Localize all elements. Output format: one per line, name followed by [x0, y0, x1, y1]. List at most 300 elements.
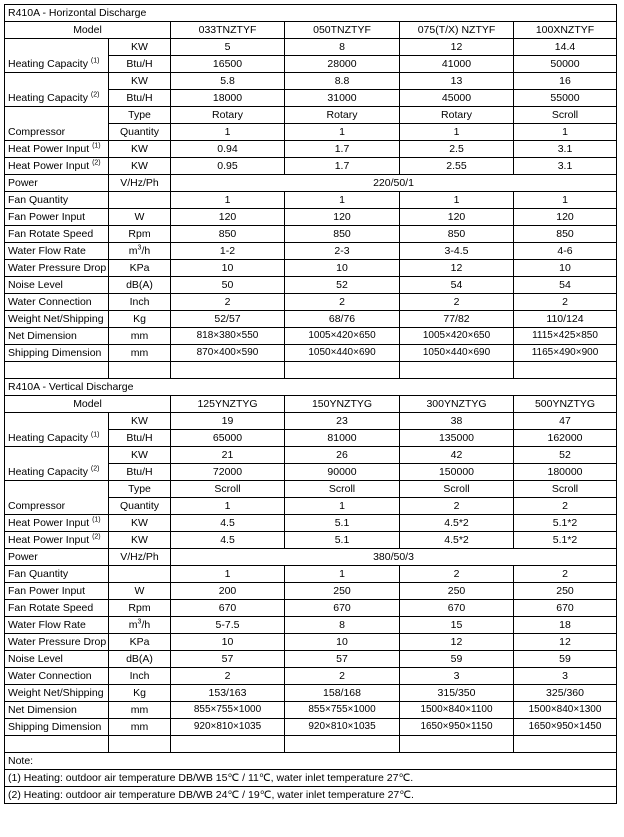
unit-cell	[109, 192, 171, 209]
unit-cell: KW	[109, 447, 171, 464]
param-text: Fan Rotate Speed	[8, 602, 94, 614]
value-cell: 818×380×550	[171, 328, 285, 345]
model-name: 050TNZTYF	[285, 22, 400, 39]
value-cell: 1	[400, 124, 514, 141]
value-cell: 23	[285, 413, 400, 430]
unit-cell: KW	[109, 158, 171, 175]
table-row	[5, 532, 617, 549]
footnote-ref: (1)	[90, 57, 100, 65]
value-cell: 65000	[171, 430, 285, 447]
model-name: 100XNZTYF	[514, 22, 617, 39]
table-row	[5, 345, 617, 362]
value-cell: 1005×420×650	[285, 328, 400, 345]
table-row	[5, 243, 617, 260]
table-row	[5, 617, 617, 634]
value-cell: 855×755×1000	[171, 702, 285, 719]
model-label: Model	[5, 396, 171, 413]
blank-cell	[514, 736, 617, 753]
value-cell: Rotary	[285, 107, 400, 124]
value-cell: 110/124	[514, 311, 617, 328]
value-cell: 5	[171, 39, 285, 56]
value-cell: 380/50/3	[171, 549, 617, 566]
table-row	[5, 685, 617, 702]
note-label-row	[5, 753, 617, 770]
unit-cell: Type	[109, 481, 171, 498]
value-cell: 670	[171, 600, 285, 617]
value-cell: 5.1*2	[514, 532, 617, 549]
param-text: Power	[8, 551, 38, 563]
model-header-row	[5, 22, 617, 39]
unit-cell	[109, 566, 171, 583]
param-label	[5, 107, 109, 141]
value-cell: 10	[171, 260, 285, 277]
unit-cell: KPa	[109, 634, 171, 651]
unit-cell: V/Hz/Ph	[109, 549, 171, 566]
value-cell: 90000	[285, 464, 400, 481]
param-label	[5, 668, 109, 685]
value-cell: 1005×420×650	[400, 328, 514, 345]
value-cell: 1	[514, 124, 617, 141]
param-label	[5, 209, 109, 226]
param-label	[5, 719, 109, 736]
param-label	[5, 141, 109, 158]
value-cell: 2	[171, 294, 285, 311]
value-cell: 16	[514, 73, 617, 90]
value-cell: 4.5*2	[400, 532, 514, 549]
footnote-ref: (2)	[92, 159, 101, 167]
value-cell: 135000	[400, 430, 514, 447]
value-cell: 8	[285, 617, 400, 634]
blank-cell	[285, 362, 400, 379]
value-cell: 5-7.5	[171, 617, 285, 634]
param-label	[5, 345, 109, 362]
spec-sheet	[4, 4, 616, 804]
param-label	[5, 158, 109, 175]
value-cell: 21	[171, 447, 285, 464]
value-cell: Rotary	[171, 107, 285, 124]
footnote-ref: (1)	[92, 142, 101, 150]
unit-cell: Kg	[109, 685, 171, 702]
value-cell: 158/168	[285, 685, 400, 702]
value-cell: 920×810×1035	[171, 719, 285, 736]
value-cell: 850	[514, 226, 617, 243]
value-cell: Scroll	[514, 107, 617, 124]
value-cell: 50000	[514, 56, 617, 73]
param-label	[5, 192, 109, 209]
unit-cell: Inch	[109, 668, 171, 685]
value-cell: 31000	[285, 90, 400, 107]
value-cell: 1115×425×850	[514, 328, 617, 345]
table-row	[5, 566, 617, 583]
value-cell: 13	[400, 73, 514, 90]
value-cell: 41000	[400, 56, 514, 73]
value-cell: 2	[514, 498, 617, 515]
param-text: Compressor	[8, 500, 66, 512]
value-cell: 12	[514, 634, 617, 651]
value-cell: 5.1	[285, 515, 400, 532]
param-text: Shipping Dimension	[8, 721, 102, 733]
value-cell: 2	[171, 668, 285, 685]
param-label	[5, 566, 109, 583]
param-text: Fan Quantity	[8, 568, 69, 580]
table-row	[5, 515, 617, 532]
value-cell: 3	[514, 668, 617, 685]
param-text: Weight Net/Shipping	[8, 313, 104, 325]
param-label	[5, 549, 109, 566]
value-cell: 10	[285, 634, 400, 651]
value-cell: 855×755×1000	[285, 702, 400, 719]
value-cell: 220/50/1	[171, 175, 617, 192]
table-row	[5, 141, 617, 158]
table-row	[5, 600, 617, 617]
value-cell: 14.4	[514, 39, 617, 56]
param-text: Heating Capacity	[8, 58, 88, 70]
value-cell: 18	[514, 617, 617, 634]
value-cell: 250	[400, 583, 514, 600]
value-cell: 0.95	[171, 158, 285, 175]
value-cell: 1050×440×690	[285, 345, 400, 362]
table-row	[5, 192, 617, 209]
note-label: Note:	[5, 753, 617, 770]
value-cell: 1650×950×1150	[400, 719, 514, 736]
value-cell: 850	[400, 226, 514, 243]
value-cell: 150000	[400, 464, 514, 481]
section-title-row	[5, 379, 617, 396]
param-label	[5, 73, 109, 107]
value-cell: 1	[285, 498, 400, 515]
unit-cell: KW	[109, 515, 171, 532]
blank-cell	[400, 736, 514, 753]
param-text: Net Dimension	[8, 330, 77, 342]
unit-cell: mm	[109, 345, 171, 362]
value-cell: 72000	[171, 464, 285, 481]
value-cell: 1-2	[171, 243, 285, 260]
blank-cell	[109, 736, 171, 753]
table-row	[5, 702, 617, 719]
table-row	[5, 294, 617, 311]
value-cell: 3.1	[514, 158, 617, 175]
table-row	[5, 481, 617, 498]
value-cell: 670	[400, 600, 514, 617]
unit-cell: KW	[109, 413, 171, 430]
value-cell: Scroll	[514, 481, 617, 498]
model-header-row	[5, 396, 617, 413]
value-cell: 2	[514, 566, 617, 583]
value-cell: 2	[285, 668, 400, 685]
param-label	[5, 260, 109, 277]
param-text: Water Flow Rate	[8, 245, 86, 257]
value-cell: 120	[171, 209, 285, 226]
param-text: Heat Power Input	[8, 143, 90, 155]
table-row	[5, 158, 617, 175]
value-cell: 5.1*2	[514, 515, 617, 532]
value-cell: 2	[400, 294, 514, 311]
unit-cell: Btu/H	[109, 464, 171, 481]
table-row	[5, 107, 617, 124]
table-row	[5, 73, 617, 90]
value-cell: 120	[285, 209, 400, 226]
value-cell: 54	[400, 277, 514, 294]
value-cell: 50	[171, 277, 285, 294]
value-cell: 10	[285, 260, 400, 277]
blank-cell	[171, 736, 285, 753]
value-cell: 1	[514, 192, 617, 209]
value-cell: 2	[285, 294, 400, 311]
param-text: Noise Level	[8, 279, 63, 291]
value-cell: 1500×840×1300	[514, 702, 617, 719]
note-row	[5, 770, 617, 787]
value-cell: 16500	[171, 56, 285, 73]
value-cell: 1650×950×1450	[514, 719, 617, 736]
value-cell: 15	[400, 617, 514, 634]
value-cell: 59	[400, 651, 514, 668]
table-row	[5, 39, 617, 56]
param-text: Water Pressure Drop	[8, 636, 107, 648]
value-cell: 47	[514, 413, 617, 430]
param-label	[5, 311, 109, 328]
value-cell: 12	[400, 260, 514, 277]
value-cell: 120	[400, 209, 514, 226]
param-label	[5, 175, 109, 192]
value-cell: 162000	[514, 430, 617, 447]
unit-cell: dB(A)	[109, 651, 171, 668]
param-text: Water Connection	[8, 670, 92, 682]
unit-cell: W	[109, 209, 171, 226]
value-cell: 59	[514, 651, 617, 668]
model-label: Model	[5, 22, 171, 39]
value-cell: 81000	[285, 430, 400, 447]
param-text: Heat Power Input	[8, 534, 90, 546]
value-cell: 250	[285, 583, 400, 600]
table-row	[5, 209, 617, 226]
value-cell: 3	[400, 668, 514, 685]
table-row	[5, 311, 617, 328]
unit-cell: V/Hz/Ph	[109, 175, 171, 192]
param-text: Water Pressure Drop	[8, 262, 107, 274]
value-cell: 52	[285, 277, 400, 294]
unit-cell: $m^3/h$	[109, 243, 171, 260]
value-cell: 670	[285, 600, 400, 617]
table-row	[5, 260, 617, 277]
footnote-ref: (2)	[92, 533, 101, 541]
value-cell: 1	[171, 124, 285, 141]
value-cell: 180000	[514, 464, 617, 481]
value-cell: 10	[514, 260, 617, 277]
param-label	[5, 583, 109, 600]
param-label	[5, 226, 109, 243]
param-label	[5, 515, 109, 532]
footnote-ref: (1)	[90, 431, 100, 439]
blank-row	[5, 362, 617, 379]
table-row	[5, 668, 617, 685]
value-cell: 18000	[171, 90, 285, 107]
param-label	[5, 651, 109, 668]
unit-cell: $m^3/h$	[109, 617, 171, 634]
unit-cell: mm	[109, 719, 171, 736]
value-cell: 5.1	[285, 532, 400, 549]
value-cell: 12	[400, 634, 514, 651]
param-text: Shipping Dimension	[8, 347, 102, 359]
value-cell: 26	[285, 447, 400, 464]
value-cell: 3.1	[514, 141, 617, 158]
value-cell: 4.5	[171, 515, 285, 532]
blank-cell	[5, 362, 109, 379]
value-cell: 1	[285, 124, 400, 141]
value-cell: 325/360	[514, 685, 617, 702]
value-cell: Scroll	[171, 481, 285, 498]
value-cell: 1050×440×690	[400, 345, 514, 362]
value-cell: 2	[514, 294, 617, 311]
table-row	[5, 651, 617, 668]
value-cell: 2-3	[285, 243, 400, 260]
unit-cell: KPa	[109, 260, 171, 277]
param-label	[5, 532, 109, 549]
param-text: Heat Power Input	[8, 517, 90, 529]
unit-cell: KW	[109, 532, 171, 549]
blank-cell	[5, 736, 109, 753]
value-cell: 4.5	[171, 532, 285, 549]
value-cell: 2.55	[400, 158, 514, 175]
table-row	[5, 634, 617, 651]
note-text: (2) Heating: outdoor air temperature DB/WB 24℃ / 19℃, water inlet temperature 27℃.	[5, 787, 617, 804]
unit-cell: dB(A)	[109, 277, 171, 294]
blank-row	[5, 736, 617, 753]
value-cell: 12	[400, 39, 514, 56]
value-cell: 1165×490×900	[514, 345, 617, 362]
unit-cell: Btu/H	[109, 430, 171, 447]
spec-table	[4, 4, 617, 804]
value-cell: 315/350	[400, 685, 514, 702]
value-cell: 1	[400, 192, 514, 209]
value-cell: 1	[285, 566, 400, 583]
param-label	[5, 634, 109, 651]
value-cell: 1500×840×1100	[400, 702, 514, 719]
param-label	[5, 617, 109, 634]
param-label	[5, 685, 109, 702]
footnote-ref: (1)	[92, 516, 101, 524]
table-row	[5, 226, 617, 243]
param-text: Fan Power Input	[8, 585, 86, 597]
param-text: Weight Net/Shipping	[8, 687, 104, 699]
param-text: Heating Capacity	[8, 92, 88, 104]
param-text: Water Connection	[8, 296, 92, 308]
value-cell: Scroll	[285, 481, 400, 498]
value-cell: 2.5	[400, 141, 514, 158]
param-label	[5, 600, 109, 617]
value-cell: 68/76	[285, 311, 400, 328]
unit-cell: Quantity	[109, 124, 171, 141]
unit-cell: W	[109, 583, 171, 600]
table-row	[5, 277, 617, 294]
param-text: Net Dimension	[8, 704, 77, 716]
blank-cell	[171, 362, 285, 379]
value-cell: 4.5*2	[400, 515, 514, 532]
note-text: (1) Heating: outdoor air temperature DB/WB 15℃ / 11℃, water inlet temperature 27℃.	[5, 770, 617, 787]
model-name: 500YNZTYG	[514, 396, 617, 413]
value-cell: 8.8	[285, 73, 400, 90]
unit-cell: Rpm	[109, 226, 171, 243]
unit-cell: Type	[109, 107, 171, 124]
unit-cell: mm	[109, 702, 171, 719]
value-cell: 45000	[400, 90, 514, 107]
value-cell: 8	[285, 39, 400, 56]
param-text: Water Flow Rate	[8, 619, 86, 631]
unit-cell: Rpm	[109, 600, 171, 617]
value-cell: 120	[514, 209, 617, 226]
value-cell: 250	[514, 583, 617, 600]
table-row	[5, 413, 617, 430]
param-label	[5, 39, 109, 73]
value-cell: Scroll	[400, 481, 514, 498]
value-cell: 19	[171, 413, 285, 430]
value-cell: 670	[514, 600, 617, 617]
model-name: 300YNZTYG	[400, 396, 514, 413]
footnote-ref: (2)	[90, 465, 100, 473]
value-cell: 5.8	[171, 73, 285, 90]
unit-cell: KW	[109, 141, 171, 158]
value-cell: 1	[285, 192, 400, 209]
model-name: 075(T/X) NZTYF	[400, 22, 514, 39]
param-text: Compressor	[8, 126, 66, 138]
table-row	[5, 719, 617, 736]
unit-cell: mm	[109, 328, 171, 345]
unit-cell: Inch	[109, 294, 171, 311]
value-cell: 28000	[285, 56, 400, 73]
param-text: Fan Power Input	[8, 211, 86, 223]
unit-cell: Kg	[109, 311, 171, 328]
value-cell: 0.94	[171, 141, 285, 158]
unit-cell: KW	[109, 73, 171, 90]
param-text: Fan Quantity	[8, 194, 69, 206]
value-cell: 52/57	[171, 311, 285, 328]
value-cell: Rotary	[400, 107, 514, 124]
model-name: 125YNZTYG	[171, 396, 285, 413]
value-cell: 54	[514, 277, 617, 294]
table-row	[5, 447, 617, 464]
blank-cell	[400, 362, 514, 379]
value-cell: 1	[171, 192, 285, 209]
unit-cell: Quantity	[109, 498, 171, 515]
table-row	[5, 583, 617, 600]
param-label	[5, 702, 109, 719]
param-label	[5, 328, 109, 345]
value-cell: 4-6	[514, 243, 617, 260]
section-title: R410A - Vertical Discharge	[5, 379, 617, 396]
table-row	[5, 175, 617, 192]
value-cell: 42	[400, 447, 514, 464]
footnote-ref: (2)	[90, 91, 100, 99]
value-cell: 57	[285, 651, 400, 668]
value-cell: 920×810×1035	[285, 719, 400, 736]
section-title: R410A - Horizontal Discharge	[5, 5, 617, 22]
model-name: 033TNZTYF	[171, 22, 285, 39]
note-row	[5, 787, 617, 804]
unit-cell: KW	[109, 39, 171, 56]
value-cell: 2	[400, 566, 514, 583]
param-label	[5, 413, 109, 447]
value-cell: 38	[400, 413, 514, 430]
table-row	[5, 549, 617, 566]
value-cell: 1	[171, 498, 285, 515]
blank-cell	[109, 362, 171, 379]
param-label	[5, 294, 109, 311]
blank-cell	[514, 362, 617, 379]
param-text: Power	[8, 177, 38, 189]
value-cell: 52	[514, 447, 617, 464]
param-label	[5, 243, 109, 260]
value-cell: 1.7	[285, 158, 400, 175]
value-cell: 3-4.5	[400, 243, 514, 260]
